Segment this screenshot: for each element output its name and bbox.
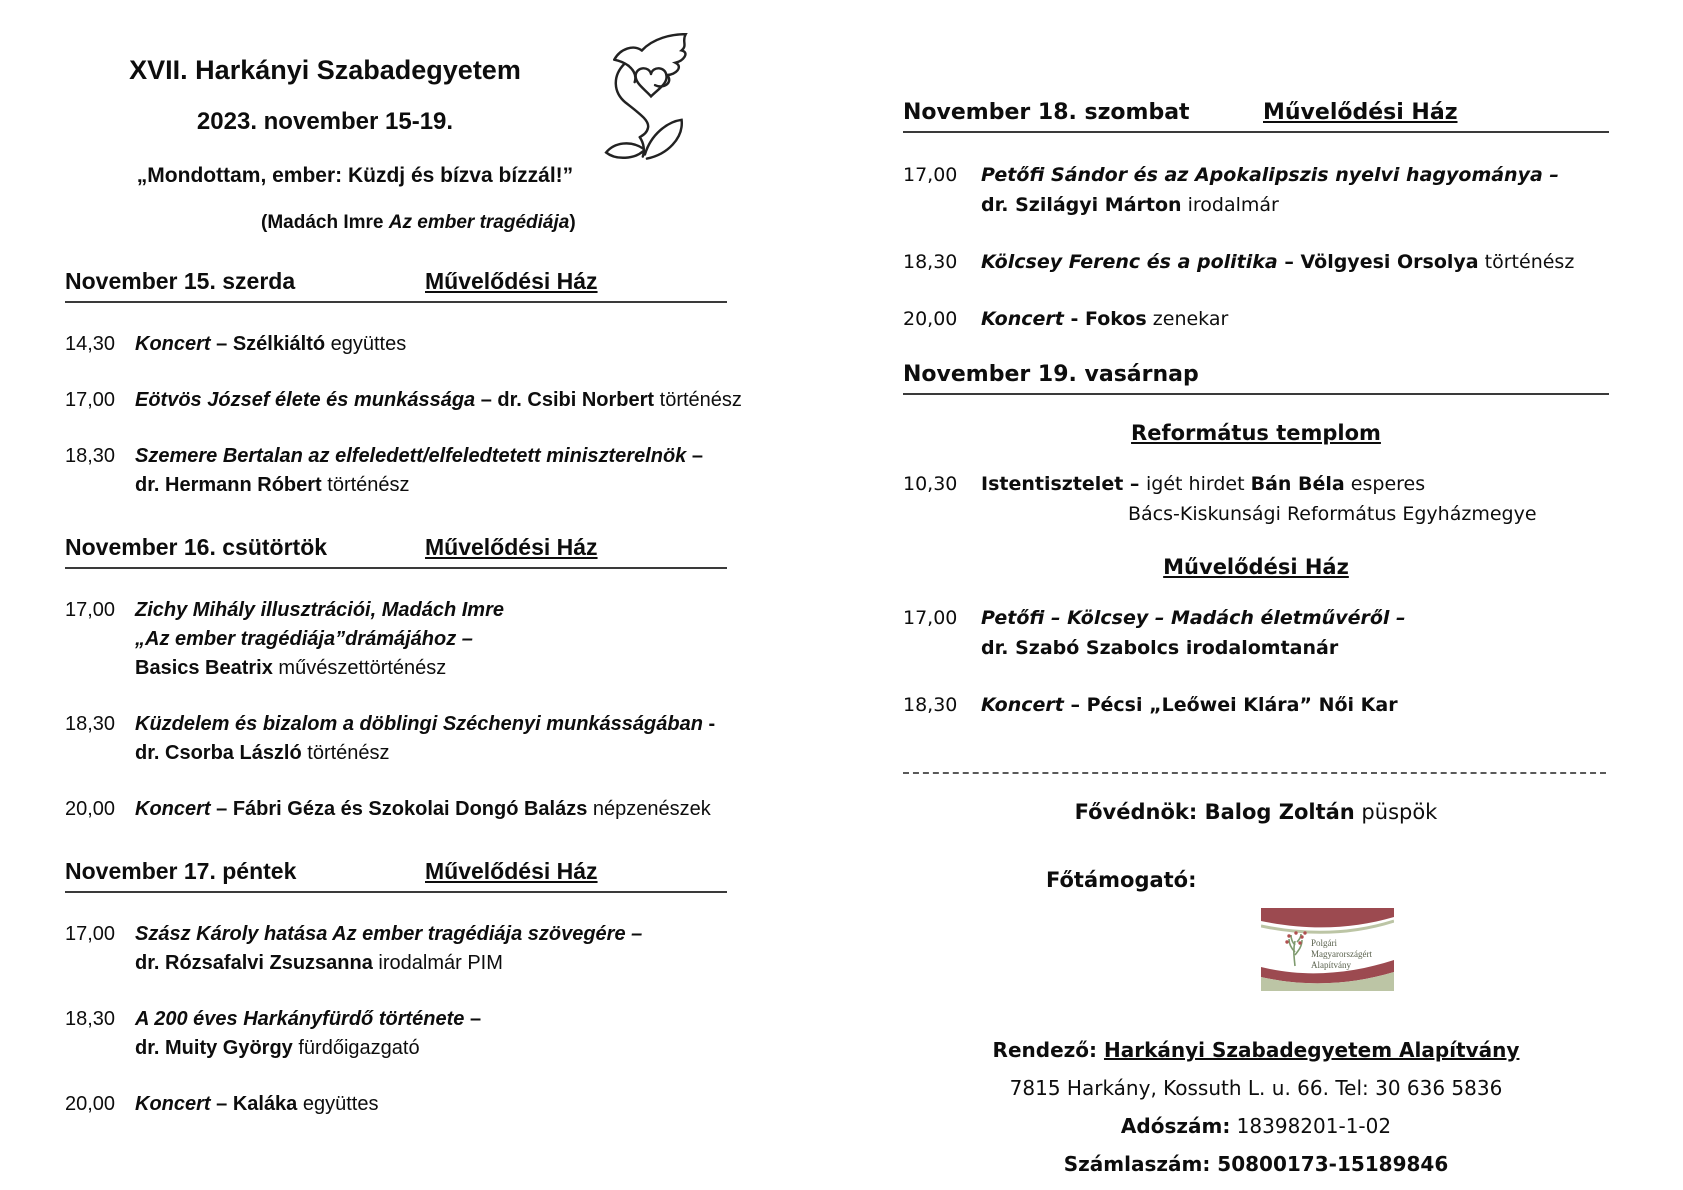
organizer-line	[903, 1031, 1609, 1069]
section-day: November 15. szerda	[65, 268, 296, 294]
section-november-16	[65, 534, 727, 824]
text-run: – dr. Csibi Norbert	[475, 389, 655, 411]
section-header	[903, 100, 1609, 133]
text-run: Küzdelem és bizalom a döblingi Széchenyi munkásságában	[135, 713, 703, 735]
text-run: művészettörténész	[272, 657, 447, 679]
venue-heading-muvelodesi-haz: Művelődési Ház	[1163, 555, 1349, 579]
event-text	[135, 386, 742, 415]
event-line	[135, 739, 727, 768]
section-day: November 18. szombat	[903, 100, 1190, 125]
text-run: Fővédnök: Balog Zoltán	[1074, 800, 1355, 824]
event-time: 18,30	[903, 251, 958, 273]
section-day: November 19. vasárnap	[903, 362, 1199, 387]
account-number-line	[903, 1145, 1609, 1183]
text-run: fürdőigazgató	[292, 1037, 420, 1059]
event-time: 17,00	[65, 599, 116, 621]
section-november-18	[903, 100, 1609, 334]
text-run: történész	[301, 742, 390, 764]
text-run: népzenészek	[587, 798, 711, 820]
event-time: 18,30	[65, 1008, 116, 1030]
text-run: Koncert	[135, 1093, 211, 1115]
event-row	[65, 386, 742, 415]
dove-body-stem	[616, 64, 648, 137]
text-run: esperes	[1344, 473, 1426, 495]
event-row	[65, 920, 727, 978]
dashed-divider	[903, 772, 1606, 774]
event-list	[65, 569, 727, 824]
text-run: dr. Szilágyi Márton	[981, 194, 1182, 216]
event-line	[981, 499, 1609, 529]
event-time: 20,00	[65, 1093, 116, 1115]
event-text	[135, 330, 727, 359]
text-run: Basics Beatrix	[135, 657, 273, 679]
event-row	[65, 795, 727, 824]
event-line	[981, 304, 1609, 334]
event-time: 17,00	[903, 164, 958, 186]
text-run: -	[702, 713, 716, 735]
event-line	[135, 1034, 727, 1063]
event-row	[65, 442, 727, 500]
event-list	[903, 133, 1609, 334]
event-text	[135, 1005, 727, 1063]
patron-line	[903, 800, 1609, 824]
text-run: Koncert	[981, 308, 1064, 330]
text-run: Istentisztelet –	[981, 473, 1147, 495]
event-time: 18,30	[65, 713, 116, 735]
section-venue: Művelődési Ház	[425, 268, 598, 294]
event-line	[135, 471, 727, 500]
text-run: - Fokos	[1063, 308, 1147, 330]
masthead	[65, 55, 585, 234]
text-run: dr. Hermann Róbert	[135, 474, 322, 496]
text-run: együttes	[297, 1093, 379, 1115]
event-list	[903, 579, 1609, 720]
text-run: irodalmár	[1181, 194, 1279, 216]
event-line	[135, 625, 727, 654]
event-text	[135, 795, 727, 824]
heart-icon	[636, 68, 667, 96]
event-time: 14,30	[65, 333, 116, 355]
text-run: Szemere Bertalan az elfeledett/elfeledtetett miniszterelnök	[135, 445, 687, 467]
event-text	[981, 603, 1609, 663]
event-list	[903, 445, 1609, 529]
event-line	[135, 654, 727, 683]
text-run: Kölcsey Ferenc és a politika	[981, 251, 1278, 273]
event-text	[981, 690, 1609, 720]
event-text	[981, 247, 1609, 277]
text-run: Koncert	[135, 798, 211, 820]
event-row	[903, 690, 1609, 720]
event-time: 17,00	[903, 607, 958, 629]
text-run: – Fábri Géza és Szokolai Dongó Balázs	[210, 798, 588, 820]
text-run: Számlaszám: 50800173-15189846	[1063, 1152, 1449, 1176]
event-time: 20,00	[65, 798, 116, 820]
event-text	[981, 469, 1609, 529]
text-run: Koncert	[135, 333, 211, 355]
event-time: 20,00	[903, 308, 958, 330]
text-run: Zichy Mihály illusztrációi, Madách Imre	[135, 599, 504, 621]
dove-neck	[629, 66, 636, 82]
event-line	[135, 442, 727, 471]
event-line	[135, 1090, 727, 1119]
event-row	[903, 247, 1609, 277]
text-run: A 200 éves Harkányfürdő története	[135, 1008, 465, 1030]
text-run: Petőfi Sándor és az Apokalipszis nyelvi hagyománya –	[981, 164, 1559, 186]
event-time: 18,30	[903, 694, 958, 716]
text-run: dr. Rózsafalvi Zsuzsanna	[135, 952, 373, 974]
event-text	[135, 710, 727, 768]
event-line	[981, 690, 1609, 720]
section-november-15	[65, 268, 742, 500]
event-list	[65, 303, 742, 500]
event-list	[65, 893, 727, 1119]
text-run: történész	[321, 474, 410, 496]
sponsor-logo	[1261, 908, 1394, 991]
text-run: Szász Károly hatása Az ember tragédiája szövegére –	[135, 923, 643, 945]
text-run: Az ember tragédiája	[388, 212, 570, 233]
dove-wing	[642, 34, 686, 86]
event-time: 17,00	[65, 389, 116, 411]
event-row	[903, 160, 1609, 220]
section-header	[65, 534, 727, 569]
event-text	[135, 596, 727, 683]
venue-heading-reformatus-templom: Református templom	[1131, 421, 1381, 445]
motto: „Mondottam, ember: Küzdj és bízva bízzál!”	[136, 164, 574, 187]
main-sponsor-label: Főtámogató:	[1046, 868, 1197, 892]
tax-number-line	[903, 1107, 1609, 1145]
event-text	[981, 304, 1609, 334]
text-run: – Kaláka	[210, 1093, 298, 1115]
text-run: )	[569, 212, 576, 233]
event-line	[981, 633, 1609, 663]
event-row	[903, 603, 1609, 663]
text-run: Bán Béla	[1250, 473, 1345, 495]
section-venue: Művelődési Ház	[425, 858, 598, 884]
event-line	[135, 710, 727, 739]
leaf-right	[645, 120, 682, 159]
text-run: történész	[654, 389, 742, 411]
event-text	[135, 1090, 727, 1119]
event-line	[981, 190, 1609, 220]
event-row	[903, 469, 1609, 529]
event-time: 18,30	[65, 445, 116, 467]
text-run: (Madách Imre	[261, 212, 389, 233]
event-row	[65, 330, 727, 359]
section-header	[65, 858, 727, 893]
event-line	[135, 386, 742, 415]
dove-flower-logo-icon	[600, 33, 702, 171]
text-run: –	[686, 445, 703, 467]
event-line	[981, 603, 1609, 633]
event-line	[981, 160, 1609, 190]
event-line	[135, 330, 727, 359]
event-line	[981, 247, 1609, 277]
text-run: –	[464, 1008, 482, 1030]
text-run: püspök	[1354, 800, 1438, 824]
text-run: igét hirdet	[1146, 473, 1251, 495]
text-run: Harkányi Szabadegyetem Alapítvány	[1103, 1038, 1520, 1062]
text-run: Petőfi – Kölcsey – Madách életművéről –	[981, 607, 1406, 629]
event-line	[135, 920, 727, 949]
sponsor-text-line3: Alapítvány	[1311, 960, 1351, 970]
event-time: 17,00	[65, 923, 116, 945]
event-line	[135, 1005, 727, 1034]
event-text	[981, 160, 1609, 220]
text-run: – Völgyesi Orsolya	[1277, 251, 1479, 273]
leaf-left	[606, 143, 643, 157]
text-run: együttes	[325, 333, 407, 355]
text-run: Rendező:	[992, 1038, 1104, 1062]
text-run: dr. Muity György	[135, 1037, 293, 1059]
text-run: „Az ember tragédiája”drámájához –	[135, 628, 473, 650]
event-row	[65, 710, 727, 768]
event-row	[65, 1005, 727, 1063]
text-run: dr. Csorba László	[135, 742, 302, 764]
text-run: történész	[1478, 251, 1575, 273]
text-run: zenekar	[1146, 308, 1229, 330]
event-line	[135, 795, 727, 824]
date-range: 2023. november 15-19.	[196, 108, 454, 135]
sponsor-text-line1: Polgári	[1311, 938, 1337, 948]
event-line	[135, 596, 727, 625]
section-header	[65, 268, 727, 303]
text-run: – Szélkiáltó	[210, 333, 326, 355]
section-day: November 16. csütörtök	[65, 534, 328, 560]
text-run: – Pécsi „Leőwei Klára” Női Kar	[1063, 694, 1398, 716]
event-row	[903, 304, 1609, 334]
event-line	[981, 469, 1609, 499]
event-text	[135, 920, 727, 978]
section-day: November 17. péntek	[65, 858, 297, 884]
motto-attribution	[65, 212, 585, 234]
section-venue: Művelődési Ház	[425, 534, 598, 560]
text-run: Adószám:	[1120, 1114, 1231, 1138]
text-run: dr. Szabó Szabolcs irodalomtanár	[981, 637, 1339, 659]
section-november-19	[903, 362, 1609, 720]
event-line	[135, 949, 727, 978]
text-run: irodalmár PIM	[372, 952, 503, 974]
left-column	[65, 55, 742, 1119]
text-run: Bács-Kiskunsági Református Egyházmegye	[1128, 503, 1537, 525]
text-run: Eötvös József élete és munkássága	[135, 389, 476, 411]
organizer-block	[903, 1031, 1609, 1183]
event-text	[135, 442, 727, 500]
event-row	[65, 1090, 727, 1119]
sponsor-text-line2: Magyarországért	[1311, 949, 1372, 959]
event-row	[65, 596, 727, 683]
dove-beak	[614, 60, 628, 66]
section-november-17	[65, 858, 727, 1119]
dove-head	[614, 48, 642, 60]
page-title: XVII. Harkányi Szabadegyetem	[129, 55, 521, 85]
text-run: 18398201-1-02	[1230, 1114, 1392, 1138]
right-column	[903, 100, 1609, 1183]
text-run: Koncert	[981, 694, 1064, 716]
event-time: 10,30	[903, 473, 958, 495]
organizer-address: 7815 Harkány, Kossuth L. u. 66. Tel: 30 636 5836	[1009, 1076, 1503, 1100]
section-header	[903, 362, 1609, 395]
section-venue: Művelődési Ház	[1263, 100, 1458, 125]
